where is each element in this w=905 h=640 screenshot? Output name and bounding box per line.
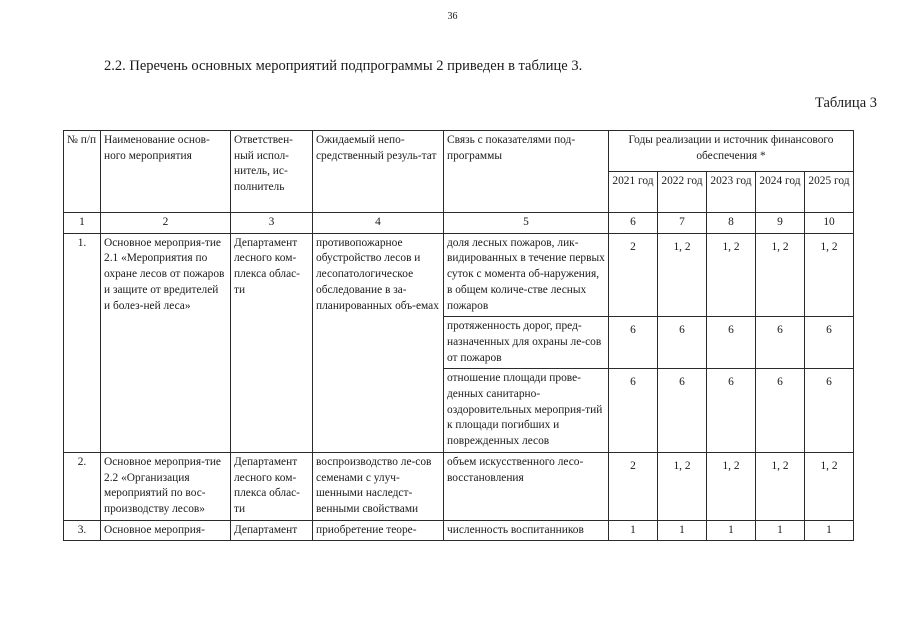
indicator-value: 6 (707, 369, 756, 453)
expected-result: приобретение теоре- (313, 520, 444, 541)
indicator-value: 1, 2 (658, 452, 707, 520)
indicator-value: 1 (756, 520, 805, 541)
header-year-2024: 2024 год (756, 172, 805, 213)
table-row (64, 233, 854, 317)
measure-name: Основное мероприя-тие 2.2 «Организация мероприятий по вос-производству лесов» (101, 452, 231, 520)
indicator-value: 1, 2 (805, 233, 854, 317)
table-row (64, 520, 854, 541)
indicator-text: доля лесных пожаров, лик-видированных в течение первых суток с момента об-наружения, в общем количе-стве лесных пожаров (444, 233, 609, 317)
measure-name: Основное мероприя-тие 2.1 «Мероприятия по охране лесов от пожаров и защите от вредителей и болез-ней леса» (101, 233, 231, 452)
indicator-text: численность воспитанников (444, 520, 609, 541)
indicator-value: 6 (756, 369, 805, 453)
indicator-value: 6 (658, 317, 707, 369)
header-year-2023: 2023 год (707, 172, 756, 213)
header-year-2025: 2025 год (805, 172, 854, 213)
row-number: 2. (64, 452, 101, 520)
indicator-value: 1 (805, 520, 854, 541)
indicator-value: 6 (609, 317, 658, 369)
column-number: 4 (313, 213, 444, 234)
header-years-group: Годы реализации и источник финансового обеспечения * (609, 131, 854, 172)
indicator-value: 6 (658, 369, 707, 453)
indicator-value: 2 (609, 233, 658, 317)
expected-result: противопожарное обустройство лесов и лесопатологическое обследование в за-планированных объ-емах (313, 233, 444, 452)
indicator-value: 6 (609, 369, 658, 453)
page-number: 36 (447, 11, 458, 22)
column-number: 9 (756, 213, 805, 234)
header-row-top (64, 131, 854, 172)
indicator-value: 1, 2 (756, 233, 805, 317)
indicator-text: протяженность дорог, пред-назначенных для охраны ле-сов от пожаров (444, 317, 609, 369)
indicator-value: 6 (805, 369, 854, 453)
column-number: 10 (805, 213, 854, 234)
column-number: 2 (101, 213, 231, 234)
indicator-value: 6 (756, 317, 805, 369)
indicator-value: 1 (609, 520, 658, 541)
intro-paragraph: 2.2. Перечень основных мероприятий подпрограммы 2 приведен в таблице 3. (104, 58, 583, 74)
indicator-value: 1, 2 (707, 452, 756, 520)
header-responsible: Ответствен-ный испол-нитель, ис-полнитель (231, 131, 313, 213)
column-number: 6 (609, 213, 658, 234)
responsible-executor: Департамент лесного ком-плекса облас-ти (231, 452, 313, 520)
indicator-text: отношение площади прове-денных санитарно-оздоровительных мероприя-тий к площади погибших и поврежденных лесов (444, 369, 609, 453)
column-number-row (64, 213, 854, 234)
indicator-value: 1, 2 (658, 233, 707, 317)
indicator-value: 6 (805, 317, 854, 369)
column-number: 5 (444, 213, 609, 234)
indicator-value: 1, 2 (707, 233, 756, 317)
header-year-2021: 2021 год (609, 172, 658, 213)
column-number: 7 (658, 213, 707, 234)
table-caption: Таблица 3 (814, 95, 877, 111)
responsible-executor: Департамент лесного ком-плекса облас-ти (231, 233, 313, 452)
indicator-value: 2 (609, 452, 658, 520)
header-num: № п/п (64, 131, 101, 213)
header-link: Связь с показателями под-программы (444, 131, 609, 213)
indicator-text: объем искусственного лесо-восстановления (444, 452, 609, 520)
indicator-value: 1 (658, 520, 707, 541)
measure-name: Основное мероприя- (101, 520, 231, 541)
indicator-value: 6 (707, 317, 756, 369)
indicator-value: 1 (707, 520, 756, 541)
row-number: 1. (64, 233, 101, 452)
table-row (64, 452, 854, 520)
column-number: 3 (231, 213, 313, 234)
responsible-executor: Департамент (231, 520, 313, 541)
indicator-value: 1, 2 (805, 452, 854, 520)
column-number: 1 (64, 213, 101, 234)
measures-table (63, 130, 854, 541)
indicator-value: 1, 2 (756, 452, 805, 520)
header-year-2022: 2022 год (658, 172, 707, 213)
expected-result: воспроизводство ле-сов семенами с улуч-шенными наследст-венными свойствами (313, 452, 444, 520)
header-name: Наименование основ-ного мероприятия (101, 131, 231, 213)
row-number: 3. (64, 520, 101, 541)
header-expected: Ожидаемый непо-средственный резуль-тат (313, 131, 444, 213)
column-number: 8 (707, 213, 756, 234)
